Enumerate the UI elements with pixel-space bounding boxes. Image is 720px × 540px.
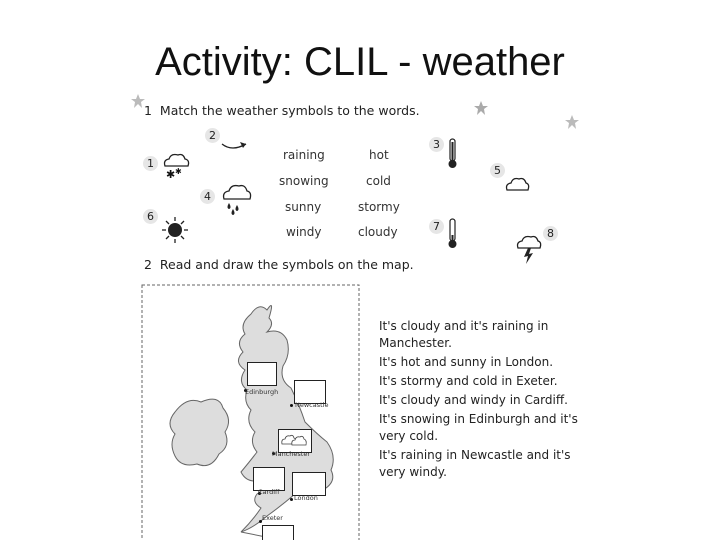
sentence: It's snowing in Edinburgh and it's very cold. <box>379 412 578 443</box>
symbol-number-4: 4 <box>200 189 215 204</box>
thermometer-cold-icon <box>446 218 460 250</box>
city-dot <box>290 404 293 407</box>
sentence: It's cloudy and windy in Cardiff. <box>379 393 568 407</box>
city-edinburgh: Edinburgh <box>245 388 279 396</box>
city-newcastle: Newcastle <box>295 401 329 409</box>
city-exeter: Exeter <box>262 514 283 522</box>
word-cold: cold <box>366 174 391 188</box>
symbol-number-1: 1 <box>143 156 158 171</box>
word-raining: raining <box>283 148 325 162</box>
cloud-icon <box>504 175 530 193</box>
wind-arrow-icon <box>220 138 250 154</box>
cloud-rain-icon <box>220 183 254 217</box>
sentence: It's stormy and cold in Exeter. <box>379 374 558 388</box>
thermometer-hot-icon <box>446 138 460 170</box>
svg-text:✱: ✱ <box>175 167 182 176</box>
question-2-text: Read and draw the symbols on the map. <box>159 257 414 272</box>
word-windy: windy <box>286 225 322 239</box>
city-manchester: Manchester <box>272 450 311 458</box>
star-icon <box>131 94 145 108</box>
word-snowing: snowing <box>279 174 329 188</box>
word-stormy: stormy <box>358 200 400 214</box>
sun-icon <box>162 217 188 243</box>
symbol-number-3: 3 <box>429 137 444 152</box>
city-cardiff: Cardiff <box>258 488 280 496</box>
weather-sentences <box>379 318 579 483</box>
sentence: It's cloudy and it's raining in Manchester. <box>379 319 549 350</box>
sentence: It's raining in Newcastle and it's very windy. <box>379 448 571 479</box>
cloud-snow-icon <box>161 152 191 180</box>
sentence: It's hot and sunny in London. <box>379 355 554 369</box>
symbol-number-7: 7 <box>429 219 444 234</box>
word-cloudy: cloudy <box>358 225 398 239</box>
question-1-text: Match the weather symbols to the words. <box>159 103 420 118</box>
cloud-icon <box>280 433 308 447</box>
word-hot: hot <box>369 148 389 162</box>
map-answer-box[interactable] <box>292 472 326 496</box>
symbol-number-5: 5 <box>490 163 505 178</box>
cloud-lightning-icon <box>514 233 544 265</box>
word-sunny: sunny <box>285 200 322 214</box>
svg-text:✱: ✱ <box>166 168 176 181</box>
slide-title: Activity: CLIL - weather <box>155 40 565 84</box>
star-icon <box>474 101 488 115</box>
star-icon <box>565 115 579 129</box>
city-london: London <box>294 494 318 502</box>
city-dot <box>290 498 293 501</box>
map-answer-box[interactable] <box>247 362 277 386</box>
symbol-number-8: 8 <box>543 226 558 241</box>
map-panel <box>141 284 361 540</box>
symbol-number-6: 6 <box>143 209 158 224</box>
symbol-number-2: 2 <box>205 128 220 143</box>
question-2-heading <box>144 257 414 272</box>
question-1-number: 1 <box>144 103 152 118</box>
question-2-number: 2 <box>144 257 152 272</box>
question-1-heading <box>144 103 420 118</box>
map-answer-box[interactable] <box>262 525 294 540</box>
